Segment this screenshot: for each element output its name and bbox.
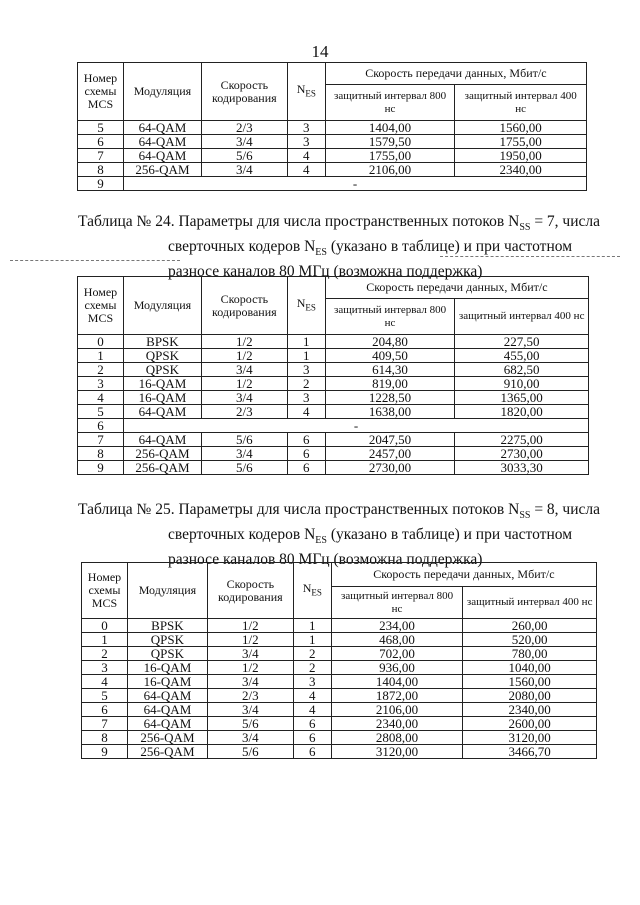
- cell-nes: 3: [287, 363, 325, 377]
- table-24: [77, 276, 589, 475]
- cell-mcs: 7: [78, 149, 124, 163]
- cell-rate-gi800: 1638,00: [325, 405, 455, 419]
- cell-rate-gi800: 2340,00: [331, 717, 463, 731]
- cell-nes: 4: [287, 149, 325, 163]
- cell-mcs: 0: [82, 619, 128, 633]
- header-modulation: Модуляция: [123, 63, 201, 121]
- cell-nes: 4: [287, 163, 325, 177]
- cell-rate-gi800: 1872,00: [331, 689, 463, 703]
- table-row: [78, 335, 589, 349]
- cell-rate-gi400: 520,00: [463, 633, 597, 647]
- cell-mcs: 4: [82, 675, 128, 689]
- cell-coding-rate: 5/6: [207, 745, 293, 759]
- cell-modulation: QPSK: [123, 363, 201, 377]
- cell-coding-rate: 1/2: [207, 619, 293, 633]
- cell-rate-gi400: 227,50: [455, 335, 589, 349]
- table-row: [78, 433, 589, 447]
- cell-nes: 2: [293, 661, 331, 675]
- cell-nes: 3: [293, 675, 331, 689]
- cell-coding-rate: 3/4: [201, 363, 287, 377]
- cell-mcs: 9: [82, 745, 128, 759]
- cell-nes: 3: [287, 121, 325, 135]
- cell-rate-gi400: 1560,00: [463, 675, 597, 689]
- cell-modulation: 16-QAM: [127, 675, 207, 689]
- table-row: [78, 163, 587, 177]
- table-row: [78, 405, 589, 419]
- cell-rate-gi800: 614,30: [325, 363, 455, 377]
- header-gi400: защитный интервал 400 нс: [463, 587, 597, 619]
- cell-rate-gi400: 2275,00: [455, 433, 589, 447]
- cell-rate-gi400: 1560,00: [455, 121, 587, 135]
- cell-rate-gi400: 3120,00: [463, 731, 597, 745]
- cell-rate-gi800: 819,00: [325, 377, 455, 391]
- cell-modulation: 16-QAM: [127, 661, 207, 675]
- cell-mcs: 5: [78, 121, 124, 135]
- table-row: [82, 689, 597, 703]
- cell-rate-gi400: 1365,00: [455, 391, 589, 405]
- cell-nes: 6: [287, 447, 325, 461]
- table-row: [82, 661, 597, 675]
- cell-rate-gi400: 2730,00: [455, 447, 589, 461]
- cell-nes: 2: [287, 377, 325, 391]
- cell-coding-rate: 2/3: [201, 405, 287, 419]
- table-row: [78, 363, 589, 377]
- cell-rate-gi800: 409,50: [325, 349, 455, 363]
- cell-rate-gi400: 1040,00: [463, 661, 597, 675]
- header-gi800: защитный интервал 800 нс: [325, 299, 455, 335]
- table-row: [82, 647, 597, 661]
- cell-coding-rate: 5/6: [207, 717, 293, 731]
- cell-modulation: 256-QAM: [123, 163, 201, 177]
- cell-coding-rate: 1/2: [201, 377, 287, 391]
- table-row: [78, 349, 589, 363]
- cell-nes: 4: [287, 405, 325, 419]
- cell-coding-rate: 3/4: [201, 447, 287, 461]
- cell-modulation: 64-QAM: [123, 149, 201, 163]
- cell-mcs: 8: [82, 731, 128, 745]
- header-modulation: Модуляция: [127, 563, 207, 619]
- cell-rate-gi400: 2340,00: [455, 163, 587, 177]
- header-modulation: Модуляция: [123, 277, 201, 335]
- cell-rate-gi800: 2808,00: [331, 731, 463, 745]
- cell-rate-gi400: 1820,00: [455, 405, 589, 419]
- cell-rate-gi800: 702,00: [331, 647, 463, 661]
- table-row: [82, 675, 597, 689]
- cell-rate-gi400: 780,00: [463, 647, 597, 661]
- cell-rate-gi800: 3120,00: [331, 745, 463, 759]
- cell-nes: 6: [293, 731, 331, 745]
- cell-modulation: 64-QAM: [123, 405, 201, 419]
- cell-rate-gi400: 1950,00: [455, 149, 587, 163]
- cell-nes: 4: [293, 689, 331, 703]
- cell-coding-rate: 1/2: [207, 633, 293, 647]
- table-row: [78, 447, 589, 461]
- cell-modulation: 64-QAM: [127, 717, 207, 731]
- cell-rate-gi800: 204,80: [325, 335, 455, 349]
- cell-mcs: 5: [78, 405, 124, 419]
- table-row: [78, 391, 589, 405]
- cell-mcs: 7: [82, 717, 128, 731]
- cell-modulation: 256-QAM: [123, 461, 201, 475]
- header-nes: $N_{ES}$: [293, 563, 331, 619]
- table-row: [82, 633, 597, 647]
- cell-coding-rate: 5/6: [201, 461, 287, 475]
- cell-nes: 1: [287, 349, 325, 363]
- table-25: [81, 562, 597, 759]
- cell-coding-rate: 2/3: [201, 121, 287, 135]
- cell-mcs: 6: [78, 419, 124, 433]
- table-row-not-supported: [78, 177, 587, 191]
- page-number: 14: [311, 42, 329, 61]
- cell-modulation: 16-QAM: [123, 391, 201, 405]
- table-row: [78, 135, 587, 149]
- cell-rate-gi400: 2600,00: [463, 717, 597, 731]
- table-row: [78, 121, 587, 135]
- cell-coding-rate: 3/4: [201, 135, 287, 149]
- table-row: [82, 745, 597, 759]
- cell-rate-gi800: 1404,00: [325, 121, 455, 135]
- cell-mcs: 1: [82, 633, 128, 647]
- header-coding-rate: Скорость кодирования: [201, 63, 287, 121]
- cell-rate-gi400: 910,00: [455, 377, 589, 391]
- cell-nes: 2: [293, 647, 331, 661]
- cell-modulation: QPSK: [127, 647, 207, 661]
- table-row: [82, 619, 597, 633]
- cell-mcs: 9: [78, 461, 124, 475]
- cell-coding-rate: 1/2: [201, 335, 287, 349]
- cell-mcs: 9: [78, 177, 124, 191]
- dashed-rule: [440, 256, 620, 257]
- cell-nes: 1: [287, 335, 325, 349]
- cell-coding-rate: 3/4: [207, 703, 293, 717]
- cell-coding-rate: 3/4: [201, 163, 287, 177]
- caption-table-25: Таблица № 25. Параметры для числа пространственных потоков $N_{SS} = 8$, числа сверточных кодеров $N_{ES}$ (указано в таблице) и при частотном разносе каналов 80 МГц (возможна поддержка): [78, 501, 601, 569]
- header-data-rate: Скорость передачи данных, Мбит/с: [325, 277, 588, 299]
- cell-modulation: 64-QAM: [123, 121, 201, 135]
- header-mcs: Номер схемы MCS: [82, 563, 128, 619]
- header-mcs: Номер схемы MCS: [78, 277, 124, 335]
- cell-nes: 6: [287, 433, 325, 447]
- cell-modulation: 64-QAM: [127, 703, 207, 717]
- cell-rate-gi800: 2730,00: [325, 461, 455, 475]
- header-coding-rate: Скорость кодирования: [201, 277, 287, 335]
- table-continued: [77, 62, 587, 191]
- cell-nes: 6: [293, 745, 331, 759]
- cell-rate-gi800: 1404,00: [331, 675, 463, 689]
- cell-rate-gi400: 2340,00: [463, 703, 597, 717]
- cell-rate-gi800: 936,00: [331, 661, 463, 675]
- cell-rate-gi800: 234,00: [331, 619, 463, 633]
- cell-mcs: 1: [78, 349, 124, 363]
- cell-rate-gi400: 455,00: [455, 349, 589, 363]
- header-gi400: защитный интервал 400 нс: [455, 299, 589, 335]
- cell-rate-gi400: 260,00: [463, 619, 597, 633]
- cell-modulation: 64-QAM: [123, 135, 201, 149]
- cell-mcs: 4: [78, 391, 124, 405]
- table-row: [82, 703, 597, 717]
- cell-rate-gi400: 2080,00: [463, 689, 597, 703]
- cell-rate-gi800: 2457,00: [325, 447, 455, 461]
- cell-rate-gi800: 2106,00: [325, 163, 455, 177]
- cell-mcs: 6: [78, 135, 124, 149]
- header-gi400: защитный интервал 400 нс: [455, 85, 587, 121]
- cell-not-supported: -: [123, 419, 588, 433]
- cell-mcs: 2: [78, 363, 124, 377]
- cell-coding-rate: 5/6: [201, 149, 287, 163]
- cell-modulation: 256-QAM: [123, 447, 201, 461]
- cell-rate-gi800: 2106,00: [331, 703, 463, 717]
- table-row: [78, 461, 589, 475]
- cell-rate-gi400: 3033,30: [455, 461, 589, 475]
- cell-coding-rate: 3/4: [207, 647, 293, 661]
- table-row: [82, 717, 597, 731]
- cell-nes: 1: [293, 633, 331, 647]
- table-row: [78, 377, 589, 391]
- cell-not-supported: -: [123, 177, 586, 191]
- caption-table-24: Таблица № 24. Параметры для числа пространственных потоков $N_{SS} = 7$, числа сверточных кодеров $N_{ES}$ (указано в таблице) и при частотном разносе каналов 80 МГц (возможна поддержка): [78, 213, 601, 281]
- header-gi800: защитный интервал 800 нс: [325, 85, 455, 121]
- cell-mcs: 5: [82, 689, 128, 703]
- cell-mcs: 8: [78, 447, 124, 461]
- cell-mcs: 6: [82, 703, 128, 717]
- cell-nes: 6: [287, 461, 325, 475]
- cell-modulation: 64-QAM: [127, 689, 207, 703]
- cell-modulation: QPSK: [123, 349, 201, 363]
- cell-nes: 1: [293, 619, 331, 633]
- header-data-rate: Скорость передачи данных, Мбит/с: [331, 563, 596, 587]
- cell-rate-gi800: 2047,50: [325, 433, 455, 447]
- cell-mcs: 3: [82, 661, 128, 675]
- cell-modulation: 16-QAM: [123, 377, 201, 391]
- header-nes: $N_{ES}$: [287, 277, 325, 335]
- cell-nes: 3: [287, 135, 325, 149]
- cell-nes: 4: [293, 703, 331, 717]
- cell-rate-gi800: 1755,00: [325, 149, 455, 163]
- header-coding-rate: Скорость кодирования: [207, 563, 293, 619]
- header-mcs: Номер схемы MCS: [78, 63, 124, 121]
- table-row: [82, 731, 597, 745]
- cell-mcs: 8: [78, 163, 124, 177]
- cell-coding-rate: 1/2: [201, 349, 287, 363]
- cell-mcs: 7: [78, 433, 124, 447]
- cell-rate-gi400: 3466,70: [463, 745, 597, 759]
- cell-rate-gi400: 1755,00: [455, 135, 587, 149]
- cell-coding-rate: 1/2: [207, 661, 293, 675]
- cell-coding-rate: 5/6: [201, 433, 287, 447]
- cell-coding-rate: 3/4: [207, 731, 293, 745]
- cell-rate-gi400: 682,50: [455, 363, 589, 377]
- cell-rate-gi800: 1228,50: [325, 391, 455, 405]
- cell-nes: 3: [287, 391, 325, 405]
- cell-mcs: 3: [78, 377, 124, 391]
- cell-coding-rate: 3/4: [201, 391, 287, 405]
- cell-modulation: 256-QAM: [127, 731, 207, 745]
- header-gi800: защитный интервал 800 нс: [331, 587, 463, 619]
- cell-mcs: 2: [82, 647, 128, 661]
- cell-modulation: BPSK: [123, 335, 201, 349]
- cell-rate-gi800: 1579,50: [325, 135, 455, 149]
- cell-modulation: QPSK: [127, 633, 207, 647]
- cell-nes: 6: [293, 717, 331, 731]
- cell-rate-gi800: 468,00: [331, 633, 463, 647]
- header-data-rate: Скорость передачи данных, Мбит/с: [325, 63, 586, 85]
- cell-coding-rate: 3/4: [207, 675, 293, 689]
- cell-coding-rate: 2/3: [207, 689, 293, 703]
- header-nes: $N_{ES}$: [287, 63, 325, 121]
- table-row: [78, 149, 587, 163]
- dashed-rule: [10, 260, 180, 261]
- cell-modulation: 256-QAM: [127, 745, 207, 759]
- cell-modulation: 64-QAM: [123, 433, 201, 447]
- cell-mcs: 0: [78, 335, 124, 349]
- cell-modulation: BPSK: [127, 619, 207, 633]
- table-row-not-supported: [78, 419, 589, 433]
